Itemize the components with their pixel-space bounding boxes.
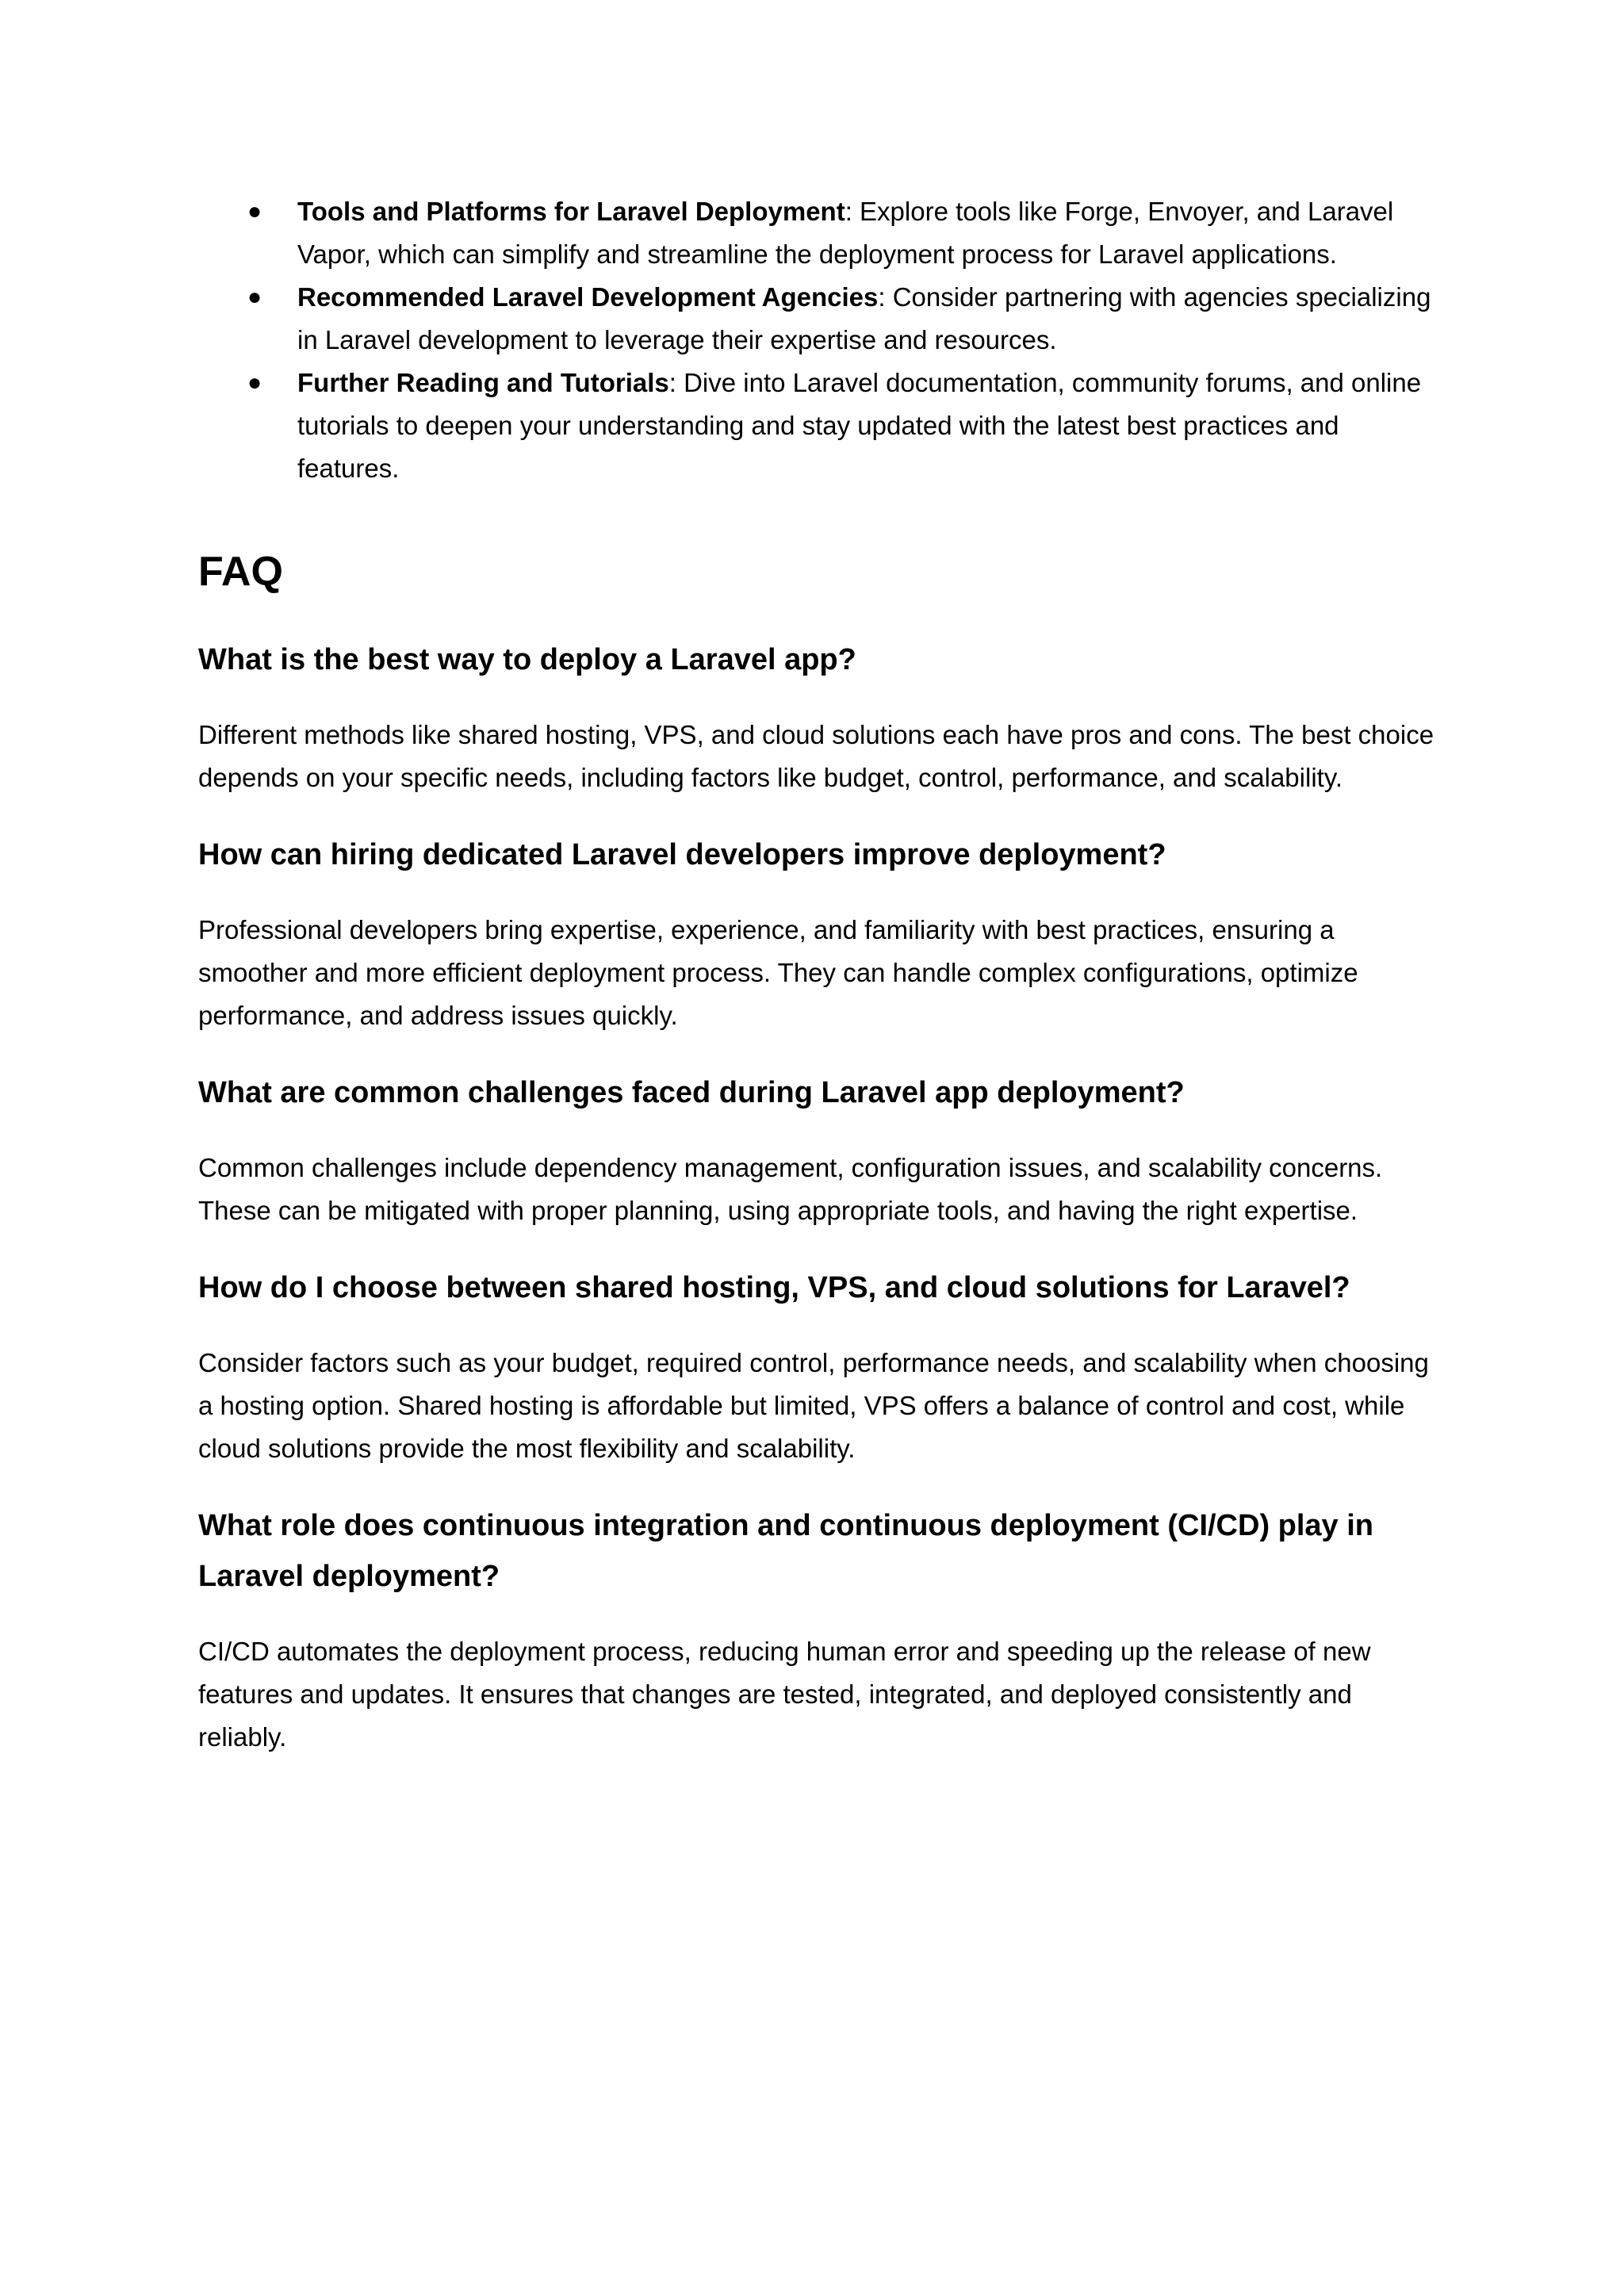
bullet-item bbox=[198, 190, 1435, 276]
faq-question: What are common challenges faced during Laravel app deployment? bbox=[198, 1076, 1185, 1109]
faq-item bbox=[198, 829, 1435, 1037]
faq-item bbox=[198, 1262, 1435, 1470]
bullet-text: : Explore tools like Forge, Envoyer, and Laravel Vapor, which can simplify and streamline the deployment process for Laravel applications. bbox=[297, 197, 1394, 269]
faq-heading: FAQ bbox=[198, 549, 283, 595]
faq-question: How do I choose between shared hosting, VPS, and cloud solutions for Laravel? bbox=[198, 1271, 1350, 1304]
bullet-term: Further Reading and Tutorials bbox=[297, 368, 669, 397]
bullet-item bbox=[198, 362, 1435, 490]
faq-answer: Professional developers bring expertise, experience, and familiarity with best practices, ensuring a smoother and more efficient deployment process. They can handle complex configurations, optimize performance, and address issues quickly. bbox=[198, 915, 1358, 1030]
resources-bullet-list bbox=[198, 190, 1435, 490]
bullet-text: : Dive into Laravel documentation, community forums, and online tutorials to deepen your understanding and stay updated with the latest best practices and features. bbox=[297, 368, 1422, 483]
bullet-term: Tools and Platforms for Laravel Deployment bbox=[297, 197, 845, 226]
bullet-item bbox=[198, 276, 1435, 362]
faq-item bbox=[198, 634, 1435, 799]
bullet-dot-icon: ● bbox=[247, 198, 262, 224]
bullet-text: : Consider partnering with agencies specializing in Laravel development to leverage their expertise and resources. bbox=[297, 282, 1431, 354]
faq-question: What is the best way to deploy a Laravel app? bbox=[198, 643, 856, 676]
faq-answer: CI/CD automates the deployment process, reducing human error and speeding up the release of new features and updates. It ensures that changes are tested, integrated, and deployed consistently and reliably. bbox=[198, 1637, 1371, 1752]
faq-answer: Consider factors such as your budget, required control, performance needs, and scalability when choosing a hosting option. Shared hosting is affordable but limited, VPS offers a balance of control and cost, while cloud solutions provide the most flexibility and scalability. bbox=[198, 1348, 1429, 1463]
faq-answer: Common challenges include dependency management, configuration issues, and scalability concerns. These can be mitigated with proper planning, using appropriate tools, and having the right expertise. bbox=[198, 1153, 1383, 1225]
faq-item bbox=[198, 1500, 1435, 1759]
faq-answer: Different methods like shared hosting, VPS, and cloud solutions each have pros and cons. The best choice depends on your specific needs, including factors like budget, control, performance, and scalability. bbox=[198, 720, 1434, 792]
faq-question: How can hiring dedicated Laravel developers improve deployment? bbox=[198, 838, 1166, 871]
bullet-dot-icon: ● bbox=[247, 370, 262, 396]
bullet-term: Recommended Laravel Development Agencies bbox=[297, 282, 879, 312]
document-page bbox=[198, 190, 1435, 1759]
faq-question: What role does continuous integration and continuous deployment (CI/CD) play in Laravel deployment? bbox=[198, 1509, 1374, 1593]
bullet-dot-icon: ● bbox=[247, 284, 262, 310]
faq-item bbox=[198, 1067, 1435, 1232]
